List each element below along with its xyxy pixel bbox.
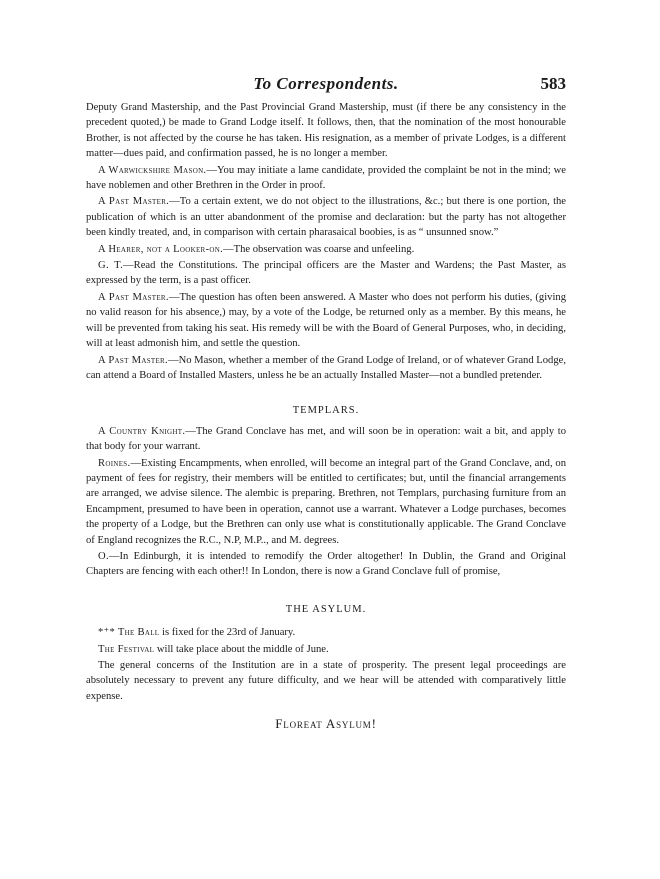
notice-lead: The Festival	[98, 643, 155, 655]
correspondent-name: A Hearer, not a Looker-on.	[98, 243, 224, 255]
paragraph	[86, 353, 566, 384]
correspondent-name: A Past Master.	[98, 196, 170, 208]
paragraph-text: is fixed for the 23rd of January.	[159, 627, 296, 639]
templars-section	[86, 403, 566, 579]
asylum-section	[86, 602, 566, 732]
closing-motto: Floreat Asylum!	[275, 716, 377, 732]
paragraph-text: —The question has often been answered. A Master who does not perform his duties, (giving no valid reason for his absence,) may, by a vote of the Lodge, be returned only as a member. By this means, he will be prevented from taking his seat. His remedy will be with the Board of General Purposes, who, in deciding, will at least admonish him, and settle the question.	[86, 291, 566, 350]
paragraph-text: —Read the Constitutions. The principal officers are the Master and Wardens; the Past Master, as expressed by the term, is a past officer.	[86, 260, 566, 287]
document-page	[86, 76, 566, 732]
correspondent-name: G. T.	[98, 260, 124, 272]
correspondent-name: A Past Master.	[98, 354, 168, 366]
paragraph-text: The general concerns of the Institution are in a state of prosperity. The present legal proceedings are absolutely necessary to prevent any future difficulty, and we hear will be attended with comparatively little expense.	[86, 660, 566, 702]
paragraph	[86, 424, 566, 455]
correspondent-name: Roines.	[98, 457, 131, 469]
paragraph	[86, 100, 566, 162]
paragraph-text: —The observation was coarse and unfeeling.	[223, 243, 415, 255]
section-heading: THE ASYLUM.	[285, 603, 367, 615]
paragraph-text: —To a certain extent, we do not object to the illustrations, &c.; but there is one portion, the publication of which is an utter abandonment of the promise and declaration: but the party has not altogether been kindly treated, and, in comparison with certain pharasaical boobies, is as “ unsunned snow.”	[86, 196, 567, 239]
paragraph	[86, 242, 566, 257]
paragraph-text: —No Mason, whether a member of the Grand Lodge of Ireland, or of whatever Grand Lodge, can attend a Board of Installed Masters, unless he be an actually Installed Master—not a bundled pretender.	[86, 354, 567, 381]
paragraph-text: —In Edinburgh, it is intended to remodify the Order altogether! In Dublin, the Grand and Original Chapters are fencing with each other!! In London, there is now a Grand Conclave full of promise,	[86, 550, 566, 578]
paragraph	[86, 163, 566, 194]
paragraph-text: —Existing Encampments, when enrolled, will become an integral part of the Grand Conclave, and, on payment of fees for registry, their members will be entitled to certificates; but, until the financial arrangements are arranged, we advise silence. The alembic is preparing. Brethren, not Templars, purchasing furniture from an Encampment, presumed to have been in operation, cannot use a warrant. Whatever a Lodge purchases, becomes the property of a Lodge, but the Brethren can only use what is constitutionally applicable. The Grand Conclave of England recognizes the R.C., N.P, M.P.., and M. degrees.	[86, 457, 566, 546]
section-heading: TEMPLARS.	[292, 405, 360, 417]
paragraph-text: Deputy Grand Mastership, and the Past Provincial Grand Mastership, must (if there be any consistency in the precedent quoted,) be made to Grand Lodge itself. It follows, then, that the nomination of the most honourable Brother, is not affected by the course he has taken. His resignation, as a member of private Lodges, is a different matter—dues paid, and confirmation passed, he is no longer a member.	[86, 102, 566, 160]
paragraph	[86, 258, 566, 289]
paragraph	[86, 642, 566, 657]
paragraph-text: will take place about the middle of June.	[154, 643, 329, 655]
paragraph	[86, 625, 566, 640]
paragraph	[86, 290, 566, 352]
paragraph-text: —The Grand Conclave has met, and will soon be in operation: wait a bit, and apply to that body for your warrant.	[86, 425, 566, 453]
notice-lead: *⁺* The Ball	[98, 627, 160, 639]
paragraph	[86, 456, 566, 548]
page-header	[86, 76, 566, 100]
correspondent-name: A Past Master.	[98, 291, 169, 303]
paragraph	[86, 194, 566, 240]
paragraph-text: —You may initiate a lame candidate, provided the complaint be not in the mind; we have noblemen and other Brethren in the Order in proof.	[86, 164, 566, 192]
correspondents-section	[86, 100, 566, 383]
correspondent-name: A Country Knight.	[98, 425, 186, 437]
running-title: To Correspondents.	[253, 74, 399, 93]
page-number: 583	[540, 74, 566, 93]
paragraph	[86, 658, 566, 704]
correspondent-name: A Warwickshire Mason.	[98, 164, 207, 176]
paragraph	[86, 549, 566, 580]
correspondent-name: O.	[98, 550, 109, 562]
